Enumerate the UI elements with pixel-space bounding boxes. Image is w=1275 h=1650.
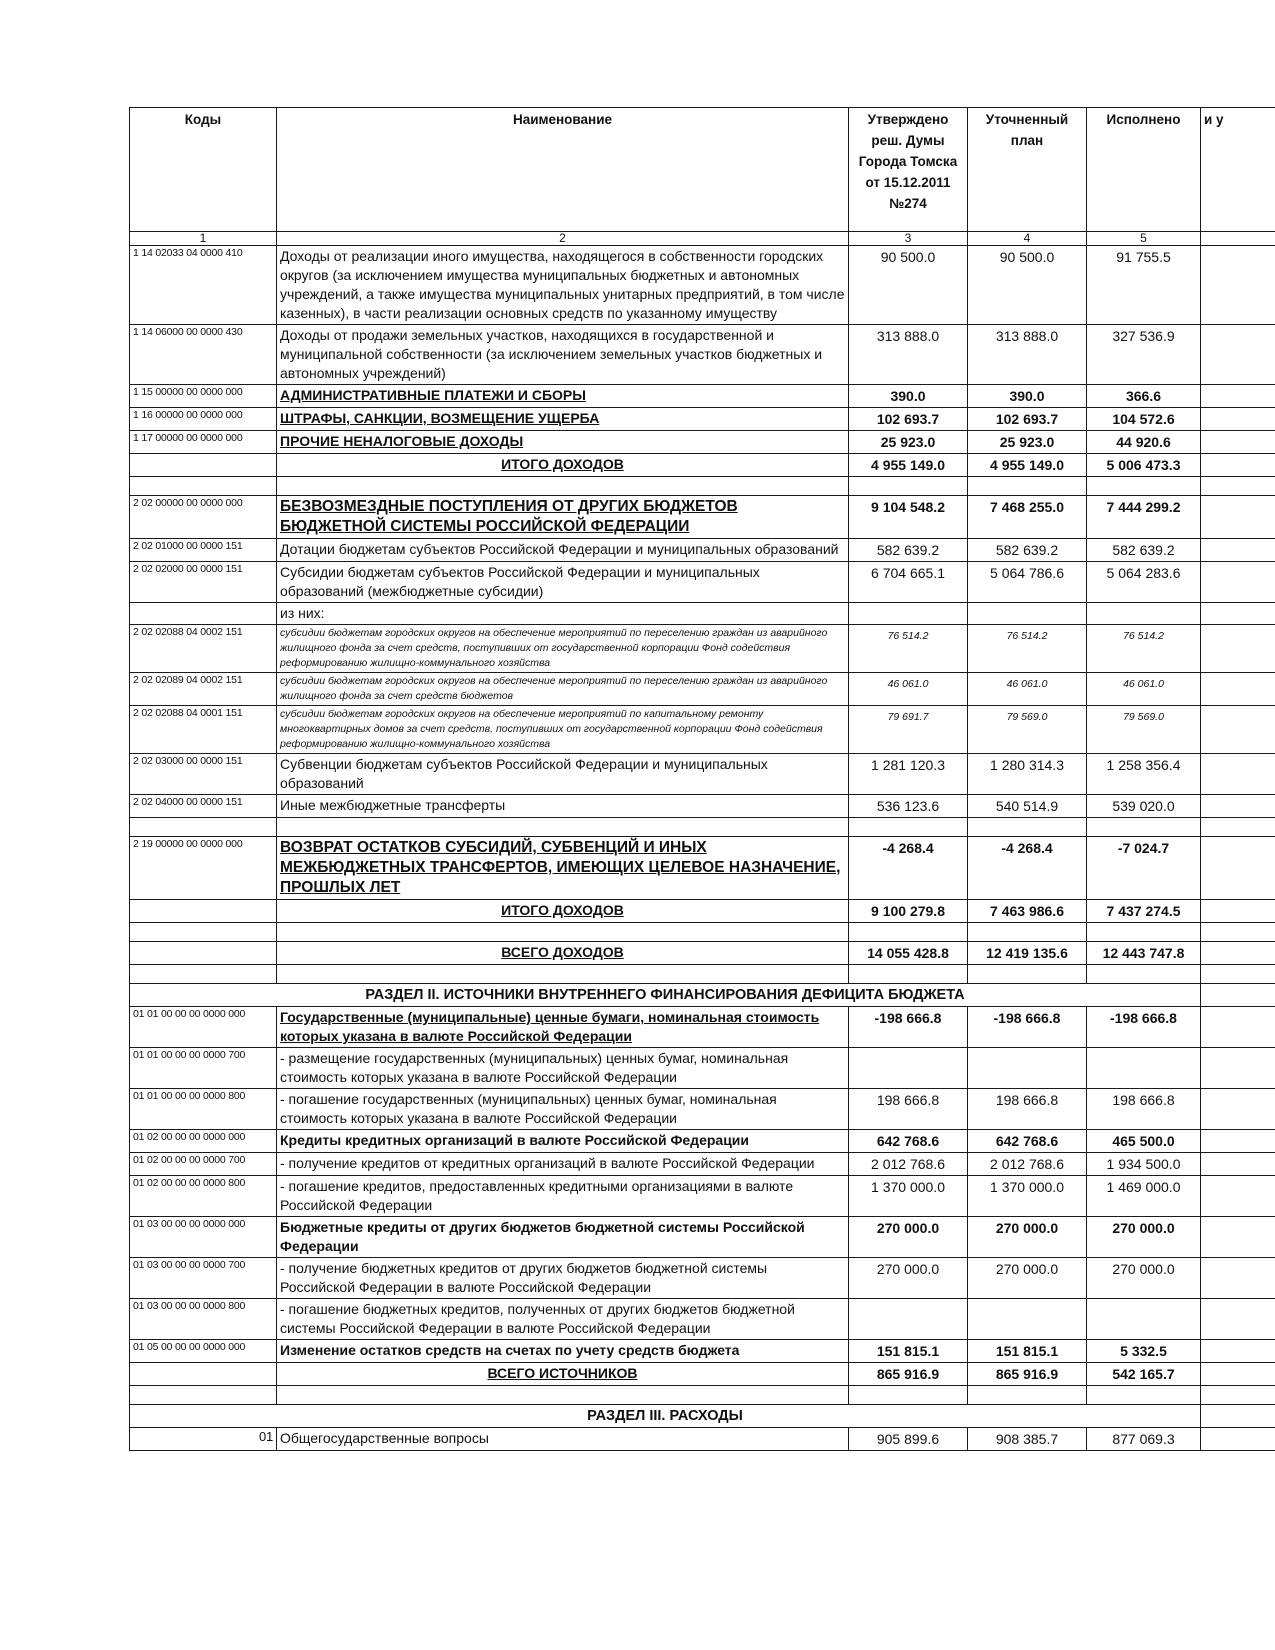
table-row (130, 431, 1275, 454)
approved-value: 14 055 428.8 (849, 942, 968, 965)
name-cell (277, 477, 849, 496)
refined-value: -4 268.4 (968, 837, 1087, 900)
refined-value: 5 064 786.6 (968, 562, 1087, 603)
executed-value (1087, 1299, 1201, 1340)
approved-value: 270 000.0 (849, 1258, 968, 1299)
approved-value: 102 693.7 (849, 408, 968, 431)
name-cell: ВСЕГО ИСТОЧНИКОВ (277, 1363, 849, 1386)
code-cell: 1 14 06000 00 0000 430 (130, 325, 277, 385)
table-row (130, 246, 1275, 325)
refined-value: 908 385.7 (968, 1428, 1087, 1451)
refined-value (968, 1048, 1087, 1089)
table-row (130, 562, 1275, 603)
extra-cell (1201, 1340, 1275, 1363)
name-cell: Доходы от реализации иного имущества, находящегося в собственности городских округов (за исключением имущества муниципальных бюджетных и автономных учреждений, а также имущества муниципальных унитарных предприятий, в том числе казенных), в части реализации основных средств по указанному имуществу (277, 246, 849, 325)
approved-value (849, 1386, 968, 1405)
refined-value: -198 666.8 (968, 1007, 1087, 1048)
code-cell: 2 19 00000 00 0000 000 (130, 837, 277, 900)
refined-value: 313 888.0 (968, 325, 1087, 385)
executed-value: 46 061.0 (1087, 673, 1201, 706)
approved-value: 9 100 279.8 (849, 900, 968, 923)
code-cell: 01 02 00 00 00 0000 700 (130, 1153, 277, 1176)
refined-value (968, 923, 1087, 942)
table-row (130, 603, 1275, 625)
table-row (130, 1258, 1275, 1299)
code-cell (130, 818, 277, 837)
name-cell: ИТОГО ДОХОДОВ (277, 454, 849, 477)
name-cell (277, 818, 849, 837)
executed-value: 542 165.7 (1087, 1363, 1201, 1386)
executed-value (1087, 1386, 1201, 1405)
refined-value: 865 916.9 (968, 1363, 1087, 1386)
extra-cell (1201, 706, 1275, 754)
table-row (130, 1089, 1275, 1130)
table-row (130, 1217, 1275, 1258)
colnum-2: 2 (277, 232, 849, 246)
extra-cell (1201, 818, 1275, 837)
name-cell (277, 923, 849, 942)
executed-value: 327 536.9 (1087, 325, 1201, 385)
approved-value: -4 268.4 (849, 837, 968, 900)
code-cell: 2 02 00000 00 0000 000 (130, 496, 277, 539)
name-cell: - погашение бюджетных кредитов, полученных от других бюджетов бюджетной системы Российской Федерации в валюте Российской Федерации (277, 1299, 849, 1340)
refined-value (968, 477, 1087, 496)
name-cell: - получение бюджетных кредитов от других бюджетов бюджетной системы Российской Федерации в валюте Российской Федерации (277, 1258, 849, 1299)
name-cell: Субвенции бюджетам субъектов Российской Федерации и муниципальных образований (277, 754, 849, 795)
extra-cell (1201, 1386, 1275, 1405)
name-cell: Доходы от продажи земельных участков, находящихся в государственной и муниципальной собственности (за исключением земельных участков бюджетных и автономных учреждений) (277, 325, 849, 385)
code-cell: 01 01 00 00 00 0000 700 (130, 1048, 277, 1089)
code-cell (130, 454, 277, 477)
table-row (130, 539, 1275, 562)
name-cell: ШТРАФЫ, САНКЦИИ, ВОЗМЕЩЕНИЕ УЩЕРБА (277, 408, 849, 431)
refined-value: 642 768.6 (968, 1130, 1087, 1153)
extra-cell (1201, 1217, 1275, 1258)
refined-value: 4 955 149.0 (968, 454, 1087, 477)
name-cell: субсидии бюджетам городских округов на обеспечение мероприятий по переселению граждан из аварийного жилищного фонда за счет средств, поступивших от государственной корпорации Фонд содействия реформированию жилищно-коммунального хозяйства (277, 625, 849, 673)
refined-value (968, 965, 1087, 984)
extra-cell (1201, 754, 1275, 795)
refined-value: 540 514.9 (968, 795, 1087, 818)
extra-cell (1201, 539, 1275, 562)
approved-value: 9 104 548.2 (849, 496, 968, 539)
code-cell: 1 14 02033 04 0000 410 (130, 246, 277, 325)
refined-value: 102 693.7 (968, 408, 1087, 431)
executed-value: 76 514.2 (1087, 625, 1201, 673)
code-cell: 01 05 00 00 00 0000 000 (130, 1340, 277, 1363)
table-row (130, 795, 1275, 818)
executed-value: 1 469 000.0 (1087, 1176, 1201, 1217)
code-cell: 2 02 04000 00 0000 151 (130, 795, 277, 818)
approved-value: 313 888.0 (849, 325, 968, 385)
executed-value: 12 443 747.8 (1087, 942, 1201, 965)
executed-value (1087, 965, 1201, 984)
code-cell: 2 02 02000 00 0000 151 (130, 562, 277, 603)
executed-value: 5 332.5 (1087, 1340, 1201, 1363)
table-row (130, 942, 1275, 965)
extra-cell (1201, 454, 1275, 477)
name-cell: субсидии бюджетам городских округов на обеспечение мероприятий по переселению граждан из аварийного жилищного фонда за счет средств бюджетов (277, 673, 849, 706)
code-cell: 2 02 02088 04 0001 151 (130, 706, 277, 754)
extra-cell (1201, 984, 1275, 1007)
approved-value (849, 1048, 968, 1089)
extra-cell (1201, 496, 1275, 539)
table-row (130, 385, 1275, 408)
name-cell (277, 1386, 849, 1405)
executed-value: 582 639.2 (1087, 539, 1201, 562)
extra-cell (1201, 673, 1275, 706)
table-row (130, 1007, 1275, 1048)
executed-value: 465 500.0 (1087, 1130, 1201, 1153)
name-cell: Кредиты кредитных организаций в валюте Российской Федерации (277, 1130, 849, 1153)
table-row (130, 1153, 1275, 1176)
name-cell: БЕЗВОЗМЕЗДНЫЕ ПОСТУПЛЕНИЯ ОТ ДРУГИХ БЮДЖЕТОВ БЮДЖЕТНОЙ СИСТЕМЫ РОССИЙСКОЙ ФЕДЕРАЦИИ (277, 496, 849, 539)
executed-value: 5 064 283.6 (1087, 562, 1201, 603)
header-name: Наименование (277, 108, 849, 232)
extra-cell (1201, 246, 1275, 325)
executed-value: 7 444 299.2 (1087, 496, 1201, 539)
name-cell: ВСЕГО ДОХОДОВ (277, 942, 849, 965)
extra-cell (1201, 795, 1275, 818)
header-refined: Уточненный план (968, 108, 1087, 232)
refined-value: 270 000.0 (968, 1258, 1087, 1299)
approved-value: 25 923.0 (849, 431, 968, 454)
executed-value: 5 006 473.3 (1087, 454, 1201, 477)
colnum-4: 4 (968, 232, 1087, 246)
refined-value: 1 280 314.3 (968, 754, 1087, 795)
executed-value: 79 569.0 (1087, 706, 1201, 754)
code-cell: 01 03 00 00 00 0000 700 (130, 1258, 277, 1299)
table-row (130, 477, 1275, 496)
extra-cell (1201, 562, 1275, 603)
name-cell: Бюджетные кредиты от других бюджетов бюджетной системы Российской Федерации (277, 1217, 849, 1258)
table-row (130, 706, 1275, 754)
executed-value: 104 572.6 (1087, 408, 1201, 431)
table-row (130, 923, 1275, 942)
approved-value (849, 603, 968, 625)
approved-value: 79 691.7 (849, 706, 968, 754)
code-cell (130, 942, 277, 965)
approved-value: 151 815.1 (849, 1340, 968, 1363)
extra-cell (1201, 1176, 1275, 1217)
approved-value: 865 916.9 (849, 1363, 968, 1386)
column-numbers-row (130, 232, 1275, 246)
refined-value: 46 061.0 (968, 673, 1087, 706)
extra-cell (1201, 965, 1275, 984)
table-row (130, 965, 1275, 984)
extra-cell (1201, 477, 1275, 496)
code-cell: 01 03 00 00 00 0000 800 (130, 1299, 277, 1340)
section-title: РАЗДЕЛ III. РАСХОДЫ (130, 1405, 1201, 1428)
refined-value: 582 639.2 (968, 539, 1087, 562)
extra-cell (1201, 1299, 1275, 1340)
code-cell: 2 02 03000 00 0000 151 (130, 754, 277, 795)
executed-value: 91 755.5 (1087, 246, 1201, 325)
name-cell: субсидии бюджетам городских округов на обеспечение мероприятий по капитальному ремонту многоквартирных домов за счет средств, поступивших от государственной корпорации Фонд содействия реформированию жилищно-коммунального хозяйства (277, 706, 849, 754)
table-row (130, 1176, 1275, 1217)
executed-value: -7 024.7 (1087, 837, 1201, 900)
name-cell: из них: (277, 603, 849, 625)
table-row (130, 754, 1275, 795)
colnum-3: 3 (849, 232, 968, 246)
extra-cell (1201, 385, 1275, 408)
table-row (130, 837, 1275, 900)
colnum-5: 5 (1087, 232, 1201, 246)
extra-cell (1201, 837, 1275, 900)
refined-value: 12 419 135.6 (968, 942, 1087, 965)
executed-value: -198 666.8 (1087, 1007, 1201, 1048)
refined-value: 270 000.0 (968, 1217, 1087, 1258)
refined-value (968, 1386, 1087, 1405)
table-row (130, 673, 1275, 706)
executed-value: 7 437 274.5 (1087, 900, 1201, 923)
table-row (130, 1130, 1275, 1153)
approved-value (849, 818, 968, 837)
extra-cell (1201, 1007, 1275, 1048)
approved-value: 905 899.6 (849, 1428, 968, 1451)
extra-cell (1201, 1130, 1275, 1153)
header-codes: Коды (130, 108, 277, 232)
code-cell: 01 03 00 00 00 0000 000 (130, 1217, 277, 1258)
approved-value: 198 666.8 (849, 1089, 968, 1130)
approved-value: 582 639.2 (849, 539, 968, 562)
code-cell: 01 02 00 00 00 0000 800 (130, 1176, 277, 1217)
name-cell: Иные межбюджетные трансферты (277, 795, 849, 818)
code-cell: 1 17 00000 00 0000 000 (130, 431, 277, 454)
table-row (130, 1363, 1275, 1386)
colnum-extra (1201, 232, 1275, 246)
table-row (130, 1299, 1275, 1340)
name-cell: Общегосударственные вопросы (277, 1428, 849, 1451)
extra-cell (1201, 1153, 1275, 1176)
code-cell: 01 (130, 1428, 277, 1451)
approved-value (849, 965, 968, 984)
extra-cell (1201, 325, 1275, 385)
name-cell: Дотации бюджетам субъектов Российской Федерации и муниципальных образований (277, 539, 849, 562)
name-cell (277, 965, 849, 984)
approved-value: 270 000.0 (849, 1217, 968, 1258)
code-cell: 2 02 01000 00 0000 151 (130, 539, 277, 562)
executed-value: 270 000.0 (1087, 1217, 1201, 1258)
table-row (130, 818, 1275, 837)
name-cell: ИТОГО ДОХОДОВ (277, 900, 849, 923)
refined-value: 7 463 986.6 (968, 900, 1087, 923)
approved-value: 90 500.0 (849, 246, 968, 325)
code-cell: 1 16 00000 00 0000 000 (130, 408, 277, 431)
code-cell (130, 603, 277, 625)
header-extra: и у (1201, 108, 1275, 232)
extra-cell (1201, 942, 1275, 965)
name-cell: АДМИНИСТРАТИВНЫЕ ПЛАТЕЖИ И СБОРЫ (277, 385, 849, 408)
refined-value: 79 569.0 (968, 706, 1087, 754)
header-executed: Исполнено (1087, 108, 1201, 232)
name-cell: - погашение государственных (муниципальных) ценных бумаг, номинальная стоимость которых указана в валюте Российской Федерации (277, 1089, 849, 1130)
code-cell: 2 02 02088 04 0002 151 (130, 625, 277, 673)
extra-cell (1201, 1089, 1275, 1130)
name-cell: - погашение кредитов, предоставленных кредитными организациями в валюте Российской Федерации (277, 1176, 849, 1217)
executed-value: 270 000.0 (1087, 1258, 1201, 1299)
approved-value: 1 281 120.3 (849, 754, 968, 795)
extra-cell (1201, 1405, 1275, 1428)
extra-cell (1201, 408, 1275, 431)
code-cell: 01 01 00 00 00 0000 800 (130, 1089, 277, 1130)
executed-value: 1 934 500.0 (1087, 1153, 1201, 1176)
approved-value (849, 923, 968, 942)
code-cell (130, 1386, 277, 1405)
extra-cell (1201, 1363, 1275, 1386)
table-row (130, 454, 1275, 477)
name-cell: ВОЗВРАТ ОСТАТКОВ СУБСИДИЙ, СУБВЕНЦИЙ И ИНЫХ МЕЖБЮДЖЕТНЫХ ТРАНСФЕРТОВ, ИМЕЮЩИХ ЦЕЛЕВОЕ НАЗНАЧЕНИЕ, ПРОШЛЫХ ЛЕТ (277, 837, 849, 900)
refined-value (968, 1299, 1087, 1340)
name-cell: Субсидии бюджетам субъектов Российской Федерации и муниципальных образований (межбюджетные субсидии) (277, 562, 849, 603)
table-row (130, 408, 1275, 431)
executed-value (1087, 818, 1201, 837)
table-row (130, 1386, 1275, 1405)
table-row (130, 984, 1275, 1007)
approved-value: 46 061.0 (849, 673, 968, 706)
name-cell: - размещение государственных (муниципальных) ценных бумаг, номинальная стоимость которых указана в валюте Российской Федерации (277, 1048, 849, 1089)
header-row (130, 108, 1275, 232)
extra-cell (1201, 900, 1275, 923)
approved-value: 536 123.6 (849, 795, 968, 818)
approved-value (849, 477, 968, 496)
name-cell: Государственные (муниципальные) ценные бумаги, номинальная стоимость которых указана в валюте Российской Федерации (277, 1007, 849, 1048)
extra-cell (1201, 1428, 1275, 1451)
name-cell: ПРОЧИЕ НЕНАЛОГОВЫЕ ДОХОДЫ (277, 431, 849, 454)
approved-value: 2 012 768.6 (849, 1153, 968, 1176)
executed-value: 539 020.0 (1087, 795, 1201, 818)
header-approved: Утверждено реш. Думы Города Томска от 15.12.2011 №274 (849, 108, 968, 232)
colnum-1: 1 (130, 232, 277, 246)
executed-value (1087, 923, 1201, 942)
code-cell (130, 1363, 277, 1386)
refined-value: 7 468 255.0 (968, 496, 1087, 539)
table-row (130, 1405, 1275, 1428)
code-cell (130, 900, 277, 923)
executed-value (1087, 603, 1201, 625)
executed-value: 44 920.6 (1087, 431, 1201, 454)
approved-value: 1 370 000.0 (849, 1176, 968, 1217)
approved-value: 390.0 (849, 385, 968, 408)
extra-cell (1201, 625, 1275, 673)
table-row (130, 900, 1275, 923)
executed-value: 366.6 (1087, 385, 1201, 408)
refined-value: 1 370 000.0 (968, 1176, 1087, 1217)
approved-value: 6 704 665.1 (849, 562, 968, 603)
code-cell (130, 965, 277, 984)
table-row (130, 496, 1275, 539)
code-cell: 2 02 02089 04 0002 151 (130, 673, 277, 706)
table-row (130, 625, 1275, 673)
section-title: РАЗДЕЛ II. ИСТОЧНИКИ ВНУТРЕННЕГО ФИНАНСИРОВАНИЯ ДЕФИЦИТА БЮДЖЕТА (130, 984, 1201, 1007)
table-row (130, 1428, 1275, 1451)
extra-cell (1201, 431, 1275, 454)
table-row (130, 325, 1275, 385)
extra-cell (1201, 1048, 1275, 1089)
refined-value: 76 514.2 (968, 625, 1087, 673)
name-cell: - получение кредитов от кредитных организаций в валюте Российской Федерации (277, 1153, 849, 1176)
table-row (130, 1340, 1275, 1363)
executed-value: 877 069.3 (1087, 1428, 1201, 1451)
code-cell: 01 01 00 00 00 0000 000 (130, 1007, 277, 1048)
refined-value: 198 666.8 (968, 1089, 1087, 1130)
code-cell (130, 923, 277, 942)
refined-value: 25 923.0 (968, 431, 1087, 454)
extra-cell (1201, 923, 1275, 942)
refined-value: 390.0 (968, 385, 1087, 408)
extra-cell (1201, 603, 1275, 625)
executed-value (1087, 477, 1201, 496)
refined-value (968, 603, 1087, 625)
executed-value: 198 666.8 (1087, 1089, 1201, 1130)
refined-value: 2 012 768.6 (968, 1153, 1087, 1176)
approved-value: 642 768.6 (849, 1130, 968, 1153)
refined-value: 151 815.1 (968, 1340, 1087, 1363)
budget-table (129, 107, 1275, 1451)
code-cell: 01 02 00 00 00 0000 000 (130, 1130, 277, 1153)
refined-value: 90 500.0 (968, 246, 1087, 325)
executed-value (1087, 1048, 1201, 1089)
approved-value (849, 1299, 968, 1340)
table-row (130, 1048, 1275, 1089)
approved-value: 76 514.2 (849, 625, 968, 673)
approved-value: 4 955 149.0 (849, 454, 968, 477)
code-cell (130, 477, 277, 496)
approved-value: -198 666.8 (849, 1007, 968, 1048)
code-cell: 1 15 00000 00 0000 000 (130, 385, 277, 408)
extra-cell (1201, 1258, 1275, 1299)
name-cell: Изменение остатков средств на счетах по учету средств бюджета (277, 1340, 849, 1363)
executed-value: 1 258 356.4 (1087, 754, 1201, 795)
refined-value (968, 818, 1087, 837)
table-body (130, 246, 1275, 1451)
